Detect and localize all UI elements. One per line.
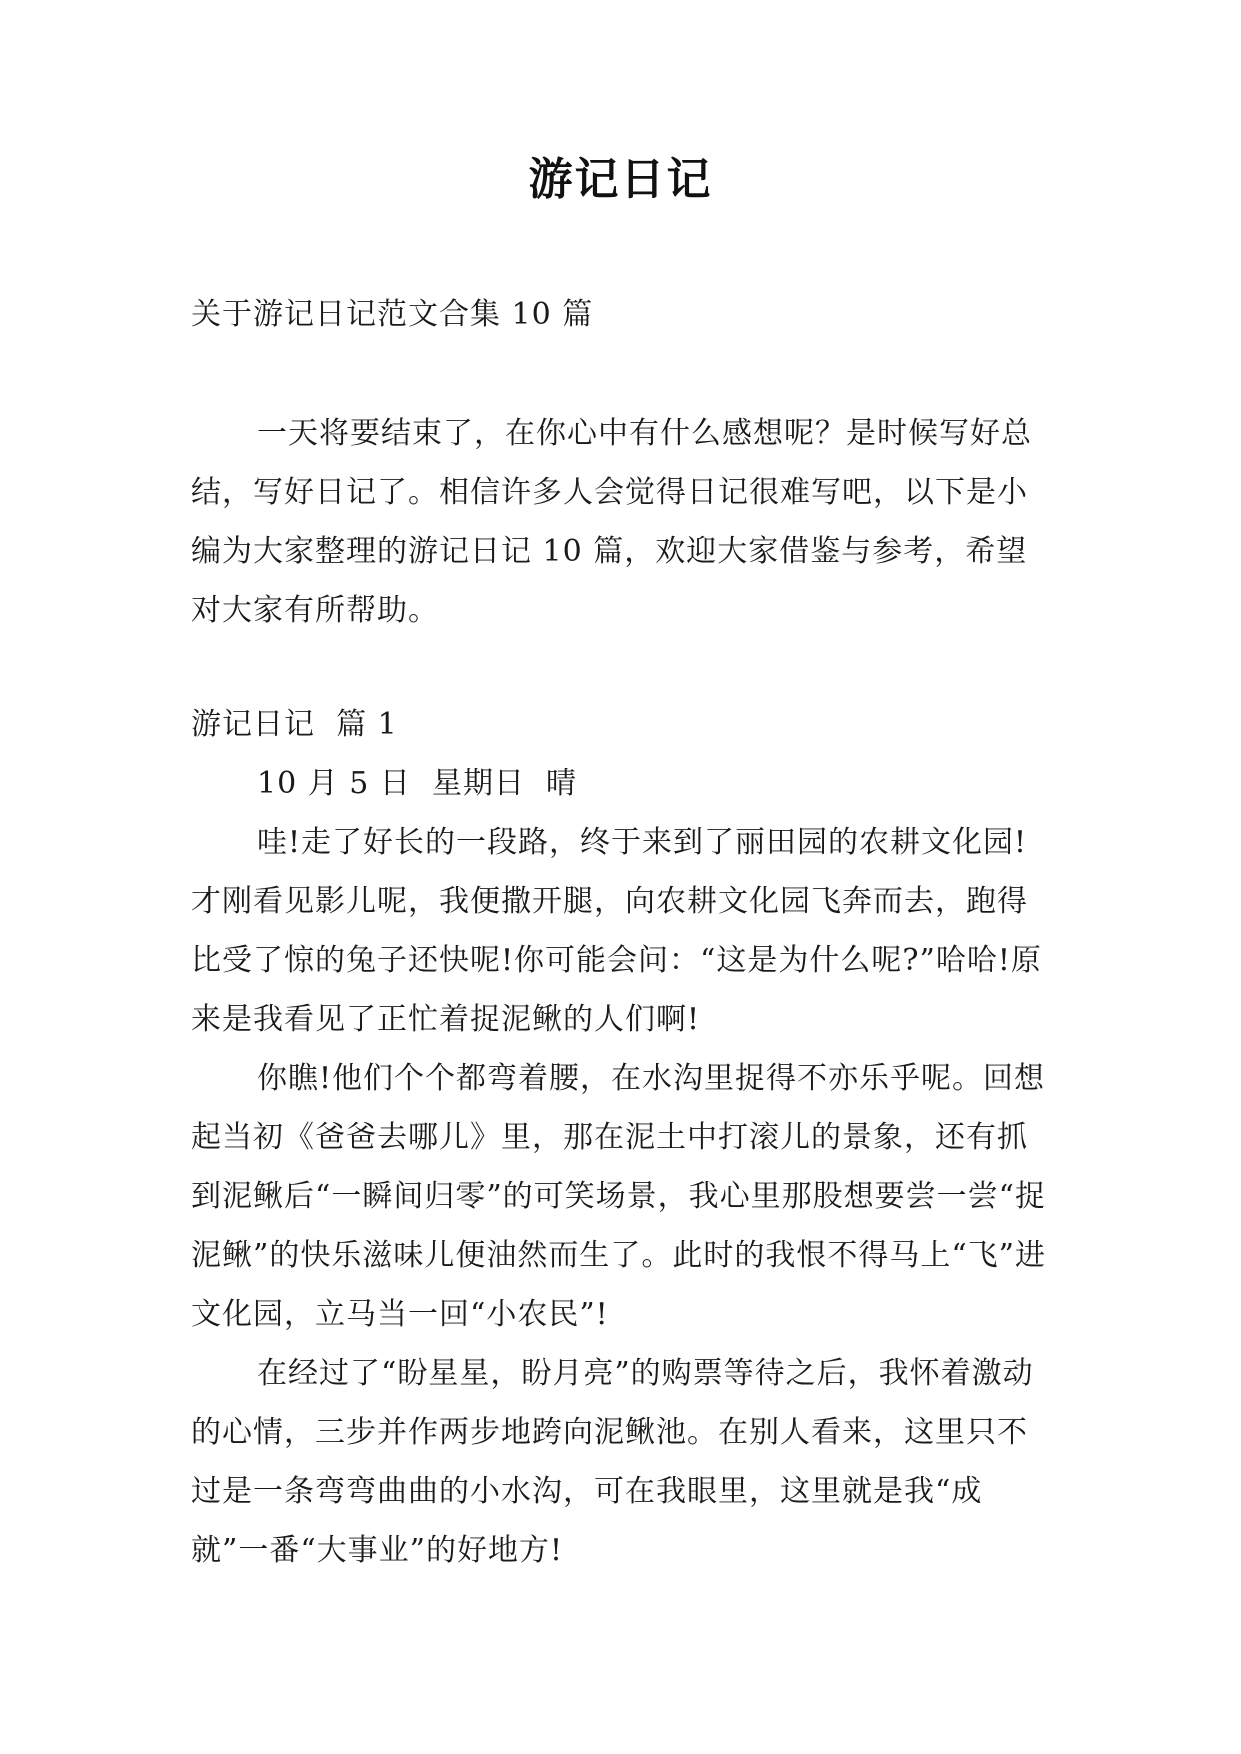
section-heading: 游记日记 篇 1 [191,707,398,742]
body-paragraph-3: 在经过了“盼星星，盼月亮”的购票等待之后，我怀着激动的心情，三步并作两步地跨向泥鳅池。在别人看来，这里只不过是一条弯弯曲曲的小水沟，可在我眼里，这里就是我“成就”一番“大事业”的好地方! [191,1356,1034,1568]
collection-subtitle: 关于游记日记范文合集 10 篇 [191,297,594,332]
body-paragraph-2: 你瞧!他们个个都弯着腰，在水沟里捉得不亦乐乎呢。回想起当初《爸爸去哪儿》里，那在泥土中打滚儿的景象，还有抓到泥鳅后“一瞬间归零”的可笑场景，我心里那股想要尝一尝“捉泥鳅”的快乐滋味儿便油然而生了。此时的我恨不得马上“飞”进文化园，立马当一回“小农民”! [191,1061,1047,1332]
section-body [191,754,1051,1580]
body-paragraph-1: 哇!走了好长的一段路，终于来到了丽田园的农耕文化园!才刚看见影儿呢，我便撒开腿，向农耕文化园飞奔而去，跑得比受了惊的兔子还快呢!你可能会问：“这是为什么呢?”哈哈!原来是我看见了正忙着捉泥鳅的人们啊! [191,825,1042,1037]
document-title: 游记日记 [528,154,713,205]
intro-paragraph: 一天将要结束了，在你心中有什么感想呢？是时候写好总结，写好日记了。相信许多人会觉得日记很难写吧，以下是小编为大家整理的游记日记 10 篇，欢迎大家借鉴与参考，希望对大家有所帮助。 [191,416,1032,628]
date-line: 10 月 5 日 星期日 晴 [257,766,578,801]
